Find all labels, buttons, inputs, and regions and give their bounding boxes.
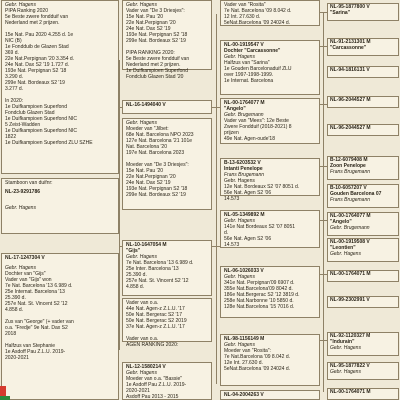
text-line: 1e Asdoff Pau Z.L.U. 2019- bbox=[126, 382, 187, 388]
c4-nl92: NL-92-1120327 M "Indurain" Gebr. Hagens bbox=[327, 332, 399, 356]
text-line: 128e Nat.Barcelona '15 7016 d. bbox=[224, 304, 295, 310]
text-line: 5eNat.Barcelona '09 24024 d. bbox=[224, 20, 291, 26]
text-line: Gebr. Hagens bbox=[126, 120, 157, 126]
text-line: over 1997-1998-1999. bbox=[224, 72, 274, 78]
text-line: Moeder van "De 3 Driesjes": bbox=[126, 162, 189, 168]
text-line: 1e Duifkampioen Superfond NIC bbox=[5, 128, 77, 134]
text-line: 1e Duifkampioen Superfond ZLU SZHE bbox=[5, 140, 93, 146]
text-line: 257e Nat. St. Vincent S2 '12 bbox=[126, 278, 189, 284]
text-line: 1822 bbox=[5, 134, 17, 140]
text-line: 24e Nat. Dax S2 '19 bbox=[126, 180, 171, 186]
text-line: 5e Beste zwere fondduif van bbox=[126, 56, 190, 62]
c4-nl95: NL-95-1877800 V "Sarina" bbox=[327, 3, 399, 21]
text-line: 193e Nat. Perpignan S2 '18 bbox=[5, 68, 67, 74]
text-line: 197e Nat. Barcelona 2023 bbox=[126, 150, 185, 156]
c4-nl06: NL-96-2044527 M bbox=[327, 124, 399, 136]
text-line: 12 Int. 27.630 d. bbox=[224, 14, 261, 20]
connector bbox=[323, 12, 324, 392]
text-line: 5e Beste zwere fondduif van bbox=[5, 14, 69, 20]
text-line: Moeder van o.a. "Bassie" bbox=[126, 376, 183, 382]
text-line: 25.390 d. bbox=[5, 295, 26, 301]
text-line: Halfzus van "Sarina" bbox=[224, 60, 270, 66]
gijs-name: "Gijs" bbox=[126, 248, 141, 254]
text-line: Gebr. Hagens bbox=[126, 2, 157, 8]
text-line: d. bbox=[224, 230, 229, 236]
text-line: 68e Nat. Barcelona NPO 2023 bbox=[126, 132, 194, 138]
text-line: 56e Nat. Agen S2 '06 bbox=[224, 236, 272, 242]
text-line: 127e Nat. Barcelona '21 101e bbox=[126, 138, 193, 144]
text-line: Zwere Fondduif (2018-2021) 8 bbox=[224, 124, 292, 130]
dam-box bbox=[1, 253, 119, 400]
text-line: 12e Int. 27.630 d. bbox=[224, 360, 263, 366]
connector bbox=[119, 107, 122, 108]
text-line: 50e Nat. Bergerac S2 2019 bbox=[126, 318, 187, 324]
c4-b12: B-12-6079408 M Zoon Penelope Frans Brugemann bbox=[327, 156, 399, 180]
text-line: Zus van "George" (+ vader van bbox=[5, 319, 74, 325]
gijs-ring-number: NL-10-1647054 M bbox=[126, 242, 167, 248]
text-line: 5 Zeist-Wadden bbox=[5, 122, 41, 128]
c3-nl04: NL-04-2004263 V bbox=[220, 390, 320, 400]
text-line: Gebr. Hagens bbox=[224, 178, 255, 184]
text-line: Gebr. Hagens bbox=[126, 254, 157, 260]
corner-red-mark bbox=[0, 386, 6, 396]
text-line: Fondclub Glazen Stad bbox=[5, 110, 55, 116]
stamboon-number: NL-23-9291786 bbox=[5, 189, 41, 195]
c4-b10: B-10-6057207 V Gouden Barcelona 07 Frans Brugemann bbox=[327, 184, 399, 208]
c4-nl00d: NL-00-1919508 V "Leontien" Gebr. Hagens bbox=[327, 238, 399, 262]
text-line: 37e Nat. Agen-z Z.L.U. '17 bbox=[126, 324, 185, 330]
text-line: 56e Nat. Agen S2 '06 bbox=[224, 190, 272, 196]
text-line: 15e Nat. Pau '20 bbox=[126, 168, 164, 174]
text-line: 257e Nat. St. Vincent S2 '12 bbox=[5, 301, 68, 307]
text-line: 22e Nat.Perpignan '20 bbox=[126, 174, 176, 180]
text-line: Gebr. Hagens bbox=[224, 342, 255, 348]
c4-nl00e: NL-00-1764071 M bbox=[327, 270, 399, 282]
text-line: 193e Nat. Perpignan S2 '18 bbox=[126, 32, 188, 38]
text-line: 2018 bbox=[5, 331, 17, 337]
c4-nl96: NL-96-2044527 M bbox=[327, 96, 399, 108]
gijs-box bbox=[122, 240, 212, 296]
c4-nl91: NL-91-2131301 M "Carcassonne" bbox=[327, 38, 399, 56]
text-line: Nederland met 2 prijzen. bbox=[5, 20, 60, 26]
connector bbox=[320, 220, 327, 221]
text-line: 14.573 bbox=[224, 196, 240, 202]
sire-dam-notes bbox=[122, 118, 212, 210]
text-line: AGEN RANKING 2020: bbox=[126, 342, 179, 348]
text-line: Nederland met 2 prijzen. bbox=[126, 62, 181, 68]
text-line: Vader van "Rosita" bbox=[224, 2, 266, 8]
connector bbox=[212, 107, 220, 108]
text-line: Gebr. Hagens bbox=[126, 370, 157, 376]
c3-nl05: NL-05-1349892 M Gebr. Hagens 141e Nat Bordeaux S2 '07 8051 d. 56e Nat. Agen S2 '06 14.573 bbox=[220, 210, 320, 248]
text-line: Asdoff Pau 2013 - 2015 bbox=[126, 394, 179, 400]
text-line: 1e Internat. Barcelona bbox=[224, 78, 274, 84]
text-line: PIPA RANKING 2020: bbox=[126, 50, 175, 56]
connector bbox=[216, 14, 217, 384]
text-line: 24e Nat. Dax S2 '19 bbox=[126, 26, 171, 32]
text-line: Halfzus van Stephanie bbox=[5, 343, 56, 349]
gijs-dam-ring: NL-12-1580214 V bbox=[126, 364, 166, 370]
connector bbox=[320, 12, 327, 13]
text-line: 1e Fondduib de Glazen Stad bbox=[5, 44, 69, 50]
text-line: Vader van "Mees": 12e Beste bbox=[224, 118, 289, 124]
text-line: 1e Duifkampioen Superfond bbox=[126, 68, 188, 74]
text-line: NIC (B) bbox=[5, 38, 22, 44]
text-line: 2020-2021 bbox=[126, 388, 150, 394]
text-line: 4.858 d. bbox=[5, 307, 24, 313]
text-line: Gebr. Hagens bbox=[5, 2, 36, 8]
c4-nl00c: NL-00-1764077 M "Angelo" Gebr. Brugemann bbox=[327, 212, 399, 236]
stamboon-label: Stamboon van duifnr: bbox=[5, 180, 53, 186]
c4-nl99: NL-99-2302991 V bbox=[327, 296, 399, 308]
text-line: 369 d. bbox=[5, 50, 19, 56]
text-line: 341e Nat. Perpignan'09 6907 d. bbox=[224, 280, 295, 286]
gijs-dam-box bbox=[122, 362, 212, 400]
text-line: 1e Duifkampioen Superfond NIC bbox=[5, 116, 77, 122]
text-line: 24e Nat. Dax S2 '19 1.727 d. bbox=[5, 62, 70, 68]
text-line: 258e Nat.Narbonne '10 5850 d. bbox=[224, 298, 294, 304]
text-line: 15e Nat. Pau 2020 4.255 d. 1e bbox=[5, 32, 74, 38]
text-line: 5eNat.Barcelona '09 24024 d. bbox=[224, 366, 291, 372]
text-line: 25e Internat. Barcelona '13 bbox=[5, 289, 65, 295]
c4-nl00f: NL-00-1764071 M bbox=[327, 388, 399, 400]
text-line: 22e Nat.Perpignan '20 bbox=[126, 20, 176, 26]
text-line: 25e Inter. Barcelona '13 bbox=[126, 266, 179, 272]
text-line: 22e Nat.Perpignan '20 3.354 d. bbox=[5, 56, 75, 62]
text-line: Gebr. Hagens bbox=[5, 265, 36, 271]
text-line: Gebr. Hagens bbox=[224, 218, 255, 224]
text-line: Dochter van "Gijs" bbox=[5, 271, 46, 277]
text-line: Nat. Barcelona '20 bbox=[126, 144, 167, 150]
text-line: Gebr. Brugemann bbox=[224, 112, 264, 118]
text-line: Gebr. Hagens bbox=[224, 54, 255, 60]
connector bbox=[320, 104, 327, 105]
stamboon-box bbox=[1, 178, 119, 234]
dam-ring-number: NL-17-1247304 V bbox=[5, 255, 45, 261]
connector bbox=[119, 246, 122, 247]
gijs-notes bbox=[122, 298, 212, 348]
text-line: PIPA Ranking 2020 bbox=[5, 8, 48, 14]
c3-nl00a: NL-00-1919547 V Dochter "Carcassonne" Gebr. Hagens Halfzus van "Sarina" 1e Gouden Barcelonaduif ZLU over 1997-1998-1999. 1e Internat. Barcelona bbox=[220, 40, 320, 95]
connector bbox=[212, 246, 220, 247]
text-line: prijzen bbox=[224, 130, 239, 136]
c3-nl06: NL-06-1026033 V Gebr. Hagens 341e Nat. Perpignan'09 6907 d. 355e Nat.Barcelona'09 8042 d. 186e Nat.Bergerac S2 '12 3819 d. 258e Nat.Narbonne '10 5850 d. 128e Nat.Barcelona '15 7016 d. bbox=[220, 266, 320, 318]
text-line: 14.573 bbox=[224, 242, 240, 248]
text-line: 193e Nat. Perpignan S2 '18 bbox=[126, 186, 188, 192]
stamboon-breeder: Gebr. Hagens bbox=[5, 205, 36, 211]
text-line: 7e Nat.Barcelona '09 8.042 d. bbox=[224, 354, 291, 360]
text-line: 12e Nat. Bordeaux S2 '07 8051 d. bbox=[224, 184, 300, 190]
corner-green-mark bbox=[0, 396, 10, 400]
text-line: o.a. "Fredje" 9e Nat. Dax S2 bbox=[5, 325, 68, 331]
text-line: In 2020: bbox=[5, 98, 24, 104]
text-line: 1e Asdoff Pau Z.L.U. 2019- bbox=[5, 349, 66, 355]
text-line: 3.277 d. bbox=[5, 86, 24, 92]
c4-nl94: NL-94-1816131 V bbox=[327, 66, 399, 78]
text-line: 7e Nat. Barcelona '13 6.989 d. bbox=[126, 260, 194, 266]
text-line: Frans Brugemann bbox=[224, 172, 265, 178]
c3-top bbox=[220, 0, 320, 26]
text-line: 1e Gouden Barcelonaduif ZLU bbox=[224, 66, 292, 72]
text-line: 1e Duifkampioen Superfond bbox=[5, 104, 67, 110]
sire-notes-box bbox=[122, 0, 212, 80]
sire-ring-number: NL-16-1494040 V bbox=[126, 102, 166, 108]
text-line: Vader van "Gijs" won bbox=[5, 277, 52, 283]
text-line: 3.290 d. bbox=[5, 74, 24, 80]
sire-ring-box bbox=[122, 100, 212, 114]
text-line: 7e Nat. Barcelona '13 6.989 d. bbox=[5, 283, 73, 289]
text-line: 2020-2021 bbox=[5, 355, 29, 361]
text-line: Vader van o.a. bbox=[126, 300, 159, 306]
text-line: 7e Nat. Barcelona '09 8.042 d. bbox=[224, 8, 292, 14]
c4-nl95b: NL-95-1877822 V Gebr. Hagens bbox=[327, 362, 399, 380]
text-line: Fondclub Glazen Stad '20 bbox=[126, 74, 184, 80]
c3-nl00b: NL-00-1764077 M "Angelo" Gebr. Brugemann Vader van "Mees": 12e Beste Zwere Fondduif (2018-2021) 8 prijzen 49e Nat. Agen-oude'18 bbox=[220, 98, 320, 144]
text-line: 49e Nat. Agen-oude'18 bbox=[224, 136, 275, 142]
text-line: Vader van "De 3 Driesjes": bbox=[126, 8, 185, 14]
connector bbox=[320, 46, 327, 47]
connector bbox=[320, 274, 327, 275]
text-line: 355e Nat.Barcelona'09 8042 d. bbox=[224, 286, 293, 292]
connector bbox=[119, 60, 120, 350]
text-line: Moeder van "Rosita": bbox=[224, 348, 271, 354]
text-line: 44e Nat. Agen-z Z.L.U. '17 bbox=[126, 306, 185, 312]
text-line: Vader van o.a. bbox=[126, 336, 159, 342]
text-line: 186e Nat.Bergerac S2 '12 3819 d. bbox=[224, 292, 300, 298]
text-line: Moeder van "Jilbet: bbox=[126, 126, 169, 132]
text-line: 299e Nat. Bordeaux S2 '19 bbox=[126, 38, 186, 44]
text-line: 299e Nat. Bordeaux S2 '19 bbox=[5, 80, 65, 86]
text-line: 4.858 d. bbox=[126, 284, 145, 290]
text-line: 50e Nat. Bergerac S2 '17 bbox=[126, 312, 182, 318]
text-line: 141e Nat Bordeaux S2 '07 8051 bbox=[224, 224, 296, 230]
pedigree-main-info bbox=[1, 0, 119, 174]
c3-b13: B-13-6203532 V Intanti Penelope Frans Brugemann Gebr. Hagens 12e Nat. Bordeaux S2 '07 8051 d. 56e Nat. Agen S2 '06 14.573 bbox=[220, 158, 320, 196]
c3-nl98: NL-98-1156149 M Gebr. Hagens Moeder van "Rosita": 7e Nat.Barcelona '09 8.042 d. 12e Int. 27.630 d. 5eNat.Barcelona '09 24024 d. bbox=[220, 334, 320, 386]
text-line: 15e Nat. Pau '20 bbox=[126, 14, 164, 20]
text-line: 299e Nat. Bordeaux S2 '19 bbox=[126, 192, 186, 198]
text-line: 25.390 d. bbox=[126, 272, 147, 278]
connector bbox=[320, 166, 327, 167]
text-line: Gebr. Hagens bbox=[224, 274, 255, 280]
connector bbox=[320, 340, 327, 341]
